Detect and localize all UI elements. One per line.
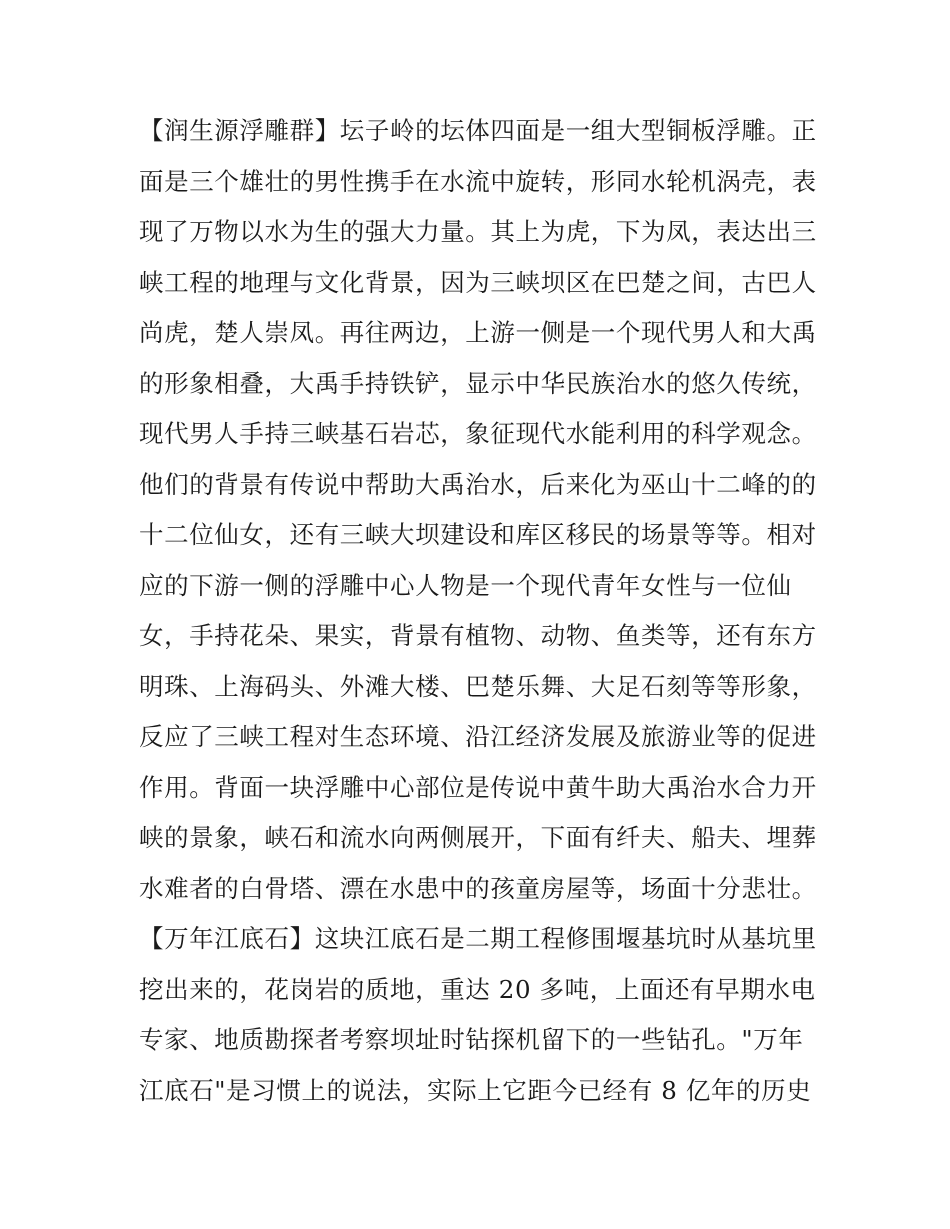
- text-line: 峡的景象，峡石和流水向两侧展开，下面有纤夫、船夫、埋葬: [139, 823, 817, 852]
- text-line: 应的下游一侧的浮雕中心人物是一个现代青年女性与一位仙: [139, 570, 792, 600]
- text-line: 现了万物以水为生的强大力量。其上为虎，下为凤，表达出三: [139, 217, 817, 246]
- text-line: 专家、地质勘探者考察坝址时钻探机留下的一些钻孔。"万年: [139, 1025, 804, 1054]
- text-line: 明珠、上海码头、外滩大楼、巴楚乐舞、大足石刻等等形象，: [139, 671, 817, 701]
- body-text: [139, 106, 819, 1116]
- text-line: 峡工程的地理与文化背景，因为三峡坝区在巴楚之间，古巴人: [139, 267, 817, 297]
- text-line: 【润生源浮雕群】坛子岭的坛体四面是一组大型铜板浮雕。正: [139, 116, 817, 145]
- text-line: 面是三个雄壮的男性携手在水流中旋转，形同水轮机涡壳，表: [139, 166, 817, 196]
- text-line: 【万年江底石】这块江底石是二期工程修围堰基坑时从基坑里: [139, 924, 817, 953]
- text-line: 现代男人手持三峡基石岩芯，象征现代水能利用的科学观念。: [139, 419, 817, 448]
- text-line: 他们的背景有传说中帮助大禹治水，后来化为巫山十二峰的的: [139, 469, 817, 499]
- text-line: 反应了三峡工程对生态环境、沿江经济发展及旅游业等的促进: [139, 722, 817, 751]
- text-line: 水难者的白骨塔、漂在水患中的孩童房屋等，场面十分悲壮。: [139, 873, 817, 903]
- text-line: 女，手持花朵、果实，背景有植物、动物、鱼类等，还有东方: [139, 621, 817, 650]
- text-line: 尚虎，楚人崇凤。再往两边，上游一侧是一个现代男人和大禹: [139, 318, 817, 347]
- text-line: 江底石"是习惯上的说法，实际上它距今已经有 8 亿年的历史: [139, 1075, 812, 1105]
- text-line: 作用。背面一块浮雕中心部位是传说中黄牛助大禹治水合力开: [139, 772, 817, 802]
- text-line: 的形象相叠，大禹手持铁铲，显示中华民族治水的悠久传统，: [139, 368, 817, 398]
- text-line: 十二位仙女，还有三峡大坝建设和库区移民的场景等等。相对: [139, 520, 817, 549]
- text-line: 挖出来的，花岗岩的质地，重达 20 多吨，上面还有早期水电: [139, 974, 816, 1004]
